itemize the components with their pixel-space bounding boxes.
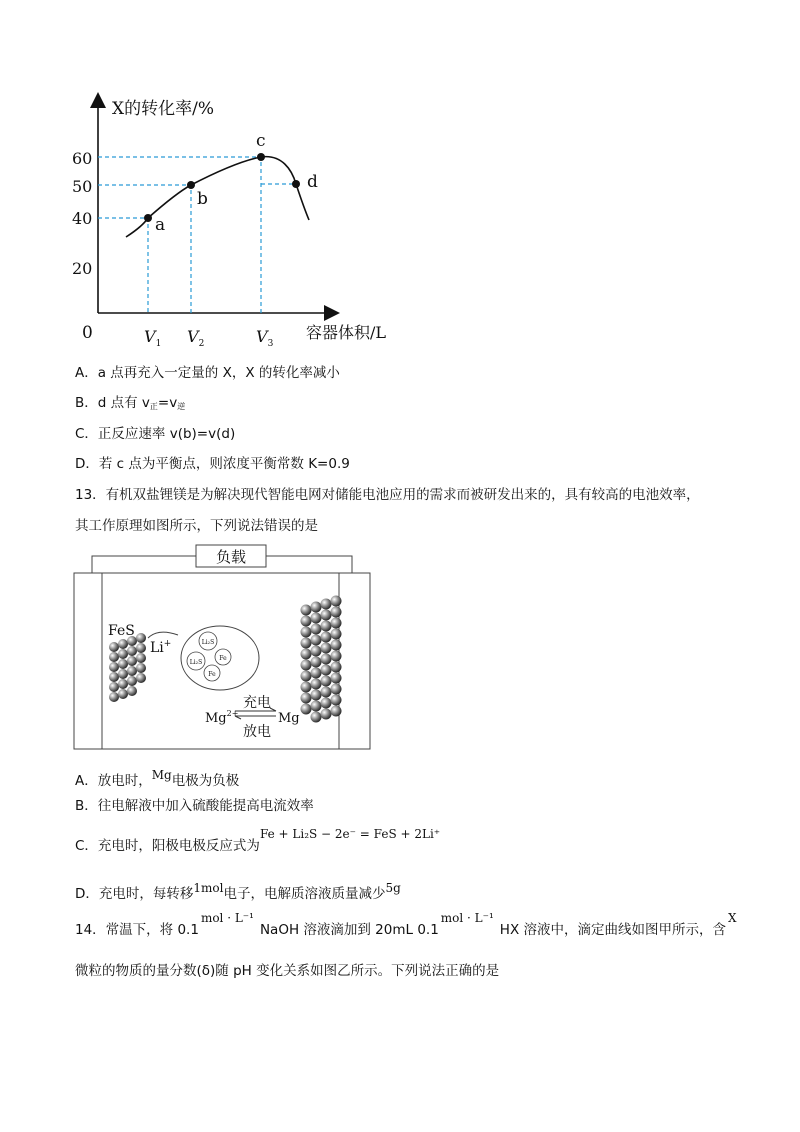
left-electrode-plate (74, 573, 102, 749)
q13-option-b: B．往电解液中加入硫酸能提高电流效率 (75, 798, 314, 814)
wire-right (266, 556, 352, 573)
q13-stem-line2: 其工作原理如图所示，下列说法错误的是 (75, 518, 318, 534)
conversion-curve (126, 157, 309, 237)
x-tick-v2: $V_2$ (187, 327, 205, 349)
y-tick-label: 20 (72, 259, 93, 278)
point-label-d: d (307, 172, 318, 192)
wire-left (92, 556, 196, 573)
discharge-label: 放电 (243, 724, 271, 740)
y-tick-label: 50 (72, 177, 93, 196)
charge-label: 充电 (243, 695, 271, 711)
point-a (144, 214, 152, 222)
q12-option-a: A．a 点再充入一定量的 X，X 的转化率减小 (75, 365, 340, 381)
x-tick-v1: $V_1$ (144, 327, 162, 349)
guide-a (98, 218, 148, 313)
q12-option-b: B．d 点有 $v_正=v_逆$ (75, 395, 186, 411)
y-axis-label: X的转化率/% (112, 99, 214, 119)
point-label-b: b (197, 189, 208, 209)
point-c (257, 153, 265, 161)
q13-option-c: C．充电时，阳极电极反应式为Fe + Li₂S − 2e⁻ = FeS + 2Li⁺ (75, 827, 441, 854)
q12-option-d: D．若 c 点为平衡点，则浓度平衡常数 K=0.9 (75, 456, 350, 472)
mg-label: Mg (278, 711, 300, 726)
fes-label: FeS (108, 623, 135, 639)
li2s-label: Li₂S (189, 659, 203, 666)
li-ion-label: Li+ (150, 639, 172, 656)
conversion-chart (60, 90, 410, 355)
mg-electrode-balls (301, 596, 342, 723)
guide-b (98, 185, 191, 313)
q13-option-a: A．放电时，Mg电极为负极 (75, 768, 240, 789)
battery-diagram (70, 540, 375, 753)
mg-ion-label: $Mg^{2+}$ (205, 709, 239, 726)
y-tick-label: 60 (72, 149, 93, 168)
point-d (292, 180, 300, 188)
fe-label: Fe (208, 671, 216, 678)
guide-c (98, 157, 261, 313)
q14-stem-line2: 微粒的物质的量分数(δ)随 pH 变化关系如图乙所示。下列说法正确的是 (75, 963, 500, 979)
load-label: 负载 (215, 548, 247, 566)
li2s-label: Li₂S (201, 639, 215, 646)
point-label-c: c (256, 131, 266, 151)
point-label-a: a (155, 215, 166, 235)
origin-label: 0 (82, 323, 93, 343)
q13-option-d: D．充电时，每转移1mol电子，电解质溶液质量减少5g (75, 881, 401, 902)
q12-option-c: C．正反应速率 v(b)=v(d) (75, 426, 236, 442)
q14-stem-line1: 14．常温下，将 0.1mol · L⁻¹NaOH 溶液滴加到 20mL 0.1mol · L⁻¹HX 溶液中，滴定曲线如图甲所示，含X (75, 911, 737, 938)
point-b (187, 181, 195, 189)
q13-stem-line1: 13．有机双盐锂镁是为解决现代智能电网对储能电池应用的需求而被研发出来的，具有较高的电池效率， (75, 487, 700, 503)
fe-label: Fe (219, 655, 227, 662)
x-axis-label: 容器体积/L (306, 323, 387, 342)
right-electrode-plate (339, 573, 370, 749)
y-tick-label: 40 (72, 209, 93, 228)
x-tick-v3: $V_3$ (256, 327, 274, 349)
